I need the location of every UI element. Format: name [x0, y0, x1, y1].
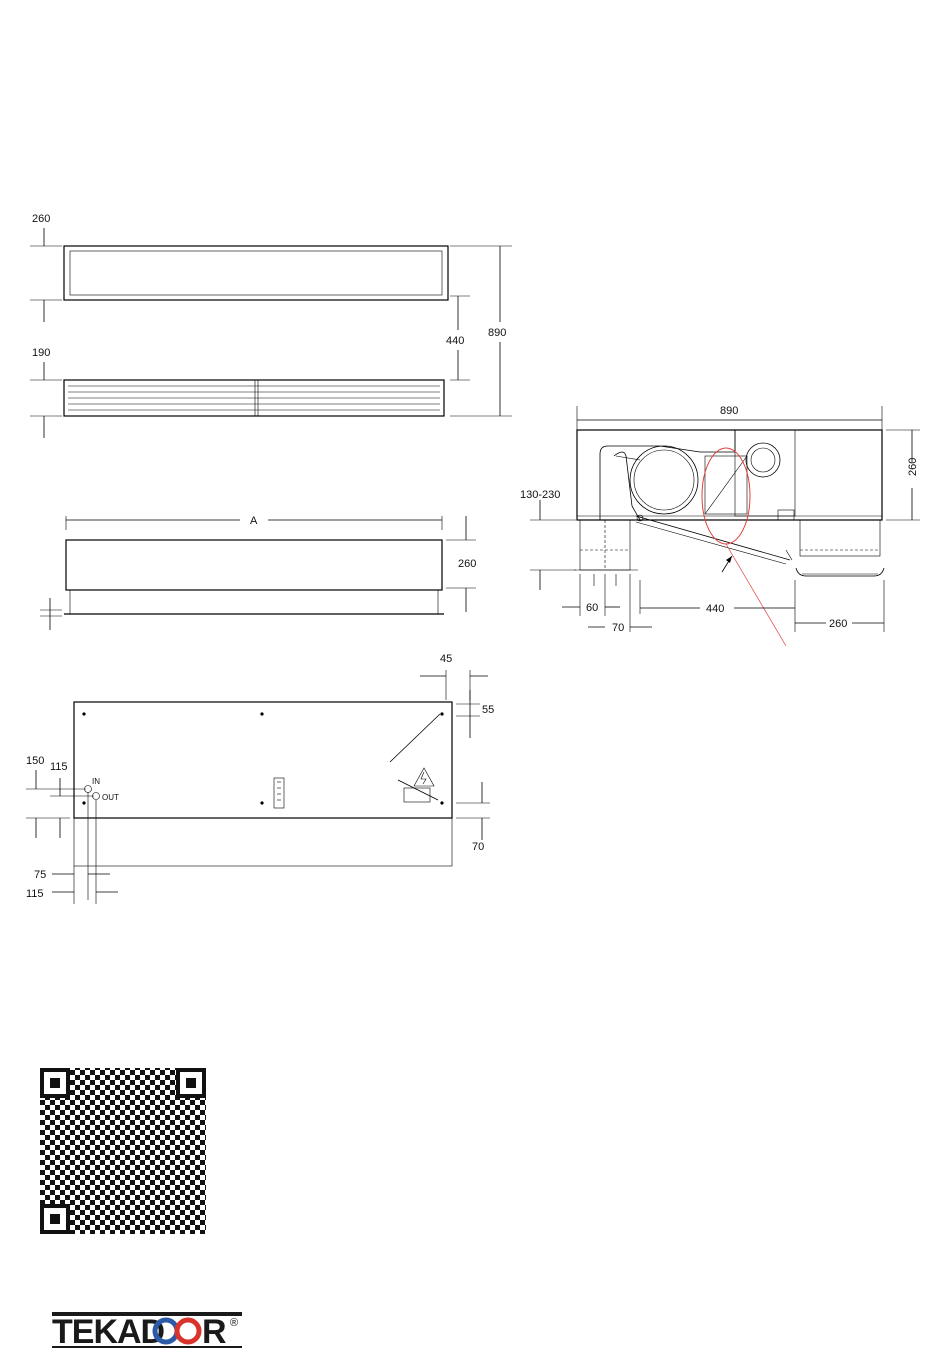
dim-section-60: 60 — [586, 602, 599, 614]
dim-back-45: 45 — [440, 653, 453, 665]
brand-name-left: TEKAD — [52, 1313, 165, 1351]
dim-back-115-top: 115 — [50, 761, 68, 773]
dim-section-440: 440 — [706, 603, 725, 615]
dim-bottom-grille-height: 190 — [32, 347, 51, 359]
dim-back-150: 150 — [26, 755, 45, 767]
dim-grille-gap: 440 — [446, 335, 465, 347]
label-out: OUT — [102, 793, 119, 802]
dim-unit-length: A — [250, 515, 258, 527]
dim-section-drop: 130-230 — [520, 489, 561, 501]
highlight-leader — [726, 544, 786, 646]
dim-unit-height: 260 — [458, 558, 477, 570]
side-section — [520, 405, 920, 646]
front-view — [40, 515, 476, 630]
qr-code — [40, 1068, 206, 1234]
back-view — [26, 653, 494, 904]
grille-spacing-dimensions — [446, 246, 512, 416]
dim-section-width: 890 — [720, 405, 739, 417]
dim-back-55: 55 — [482, 704, 495, 716]
dim-grille-total: 890 — [488, 327, 507, 339]
tekadoor-logo — [52, 1312, 242, 1351]
dim-section-260: 260 — [829, 618, 848, 630]
highlight-ellipse — [702, 448, 750, 544]
dim-back-75: 75 — [34, 869, 47, 881]
warning-icon — [414, 768, 434, 786]
dim-section-height: 260 — [907, 457, 919, 476]
bottom-grille-view — [30, 347, 444, 438]
dim-back-70: 70 — [472, 841, 485, 853]
dim-back-115-bottom: 115 — [26, 888, 44, 900]
dim-top-grille-height: 260 — [32, 213, 51, 225]
brand-name-right: R — [202, 1313, 226, 1351]
label-in: IN — [92, 777, 100, 786]
top-grille-view — [30, 213, 448, 322]
brand-registered-mark: ® — [230, 1317, 239, 1329]
dim-section-70: 70 — [612, 622, 625, 634]
